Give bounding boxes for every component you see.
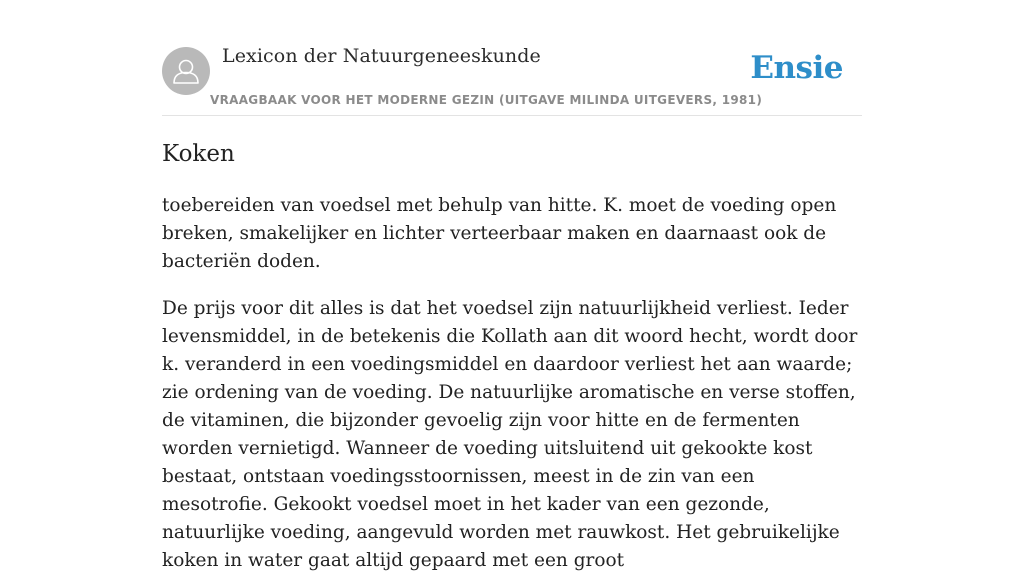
article-paragraph: toebereiden van voedsel met behulp van hitte. K. moet de voeding open breken, smakelijker en lichter verteerbaar maken en daarnaast ook de bacteriën doden. <box>162 195 837 272</box>
page-header <box>162 0 862 116</box>
book-title[interactable]: Lexicon der Natuurgeneeskunde <box>222 45 541 67</box>
ensie-logo[interactable]: Ensie <box>750 50 843 86</box>
article-paragraph: De prijs voor dit alles is dat het voedsel zijn natuurlijkheid verliest. Ieder levensmiddel, in de betekenis die Kollath aan dit woord hecht, wordt door k. veranderd in een voedingsmiddel en daardoor verliest het aan waarde; zie ordening van de voeding. De natuurlijke aromatische en verse stoffen, de vitaminen, die bijzonder gevoelig zijn voor hitte en de fermenten worden vernietigd. Wanneer de voeding uitsluitend uit gekookte kost bestaat, ontstaan voedingsstoornissen, meest in de zin van een mesotrofie. Gekookt voedsel moet in het kader van een gezonde, natuurlijke voeding, aangevuld worden met rauwkost. Het gebruikelijke koken in water gaat altijd gepaard met een groot <box>162 298 858 571</box>
avatar[interactable] <box>162 47 210 95</box>
article <box>162 136 862 575</box>
source-line: VRAAGBAAK VOOR HET MODERNE GEZIN (UITGAVE MILINDA UITGEVERS, 1981) <box>210 93 763 107</box>
user-icon <box>162 47 210 95</box>
page-title: Koken <box>162 141 235 167</box>
